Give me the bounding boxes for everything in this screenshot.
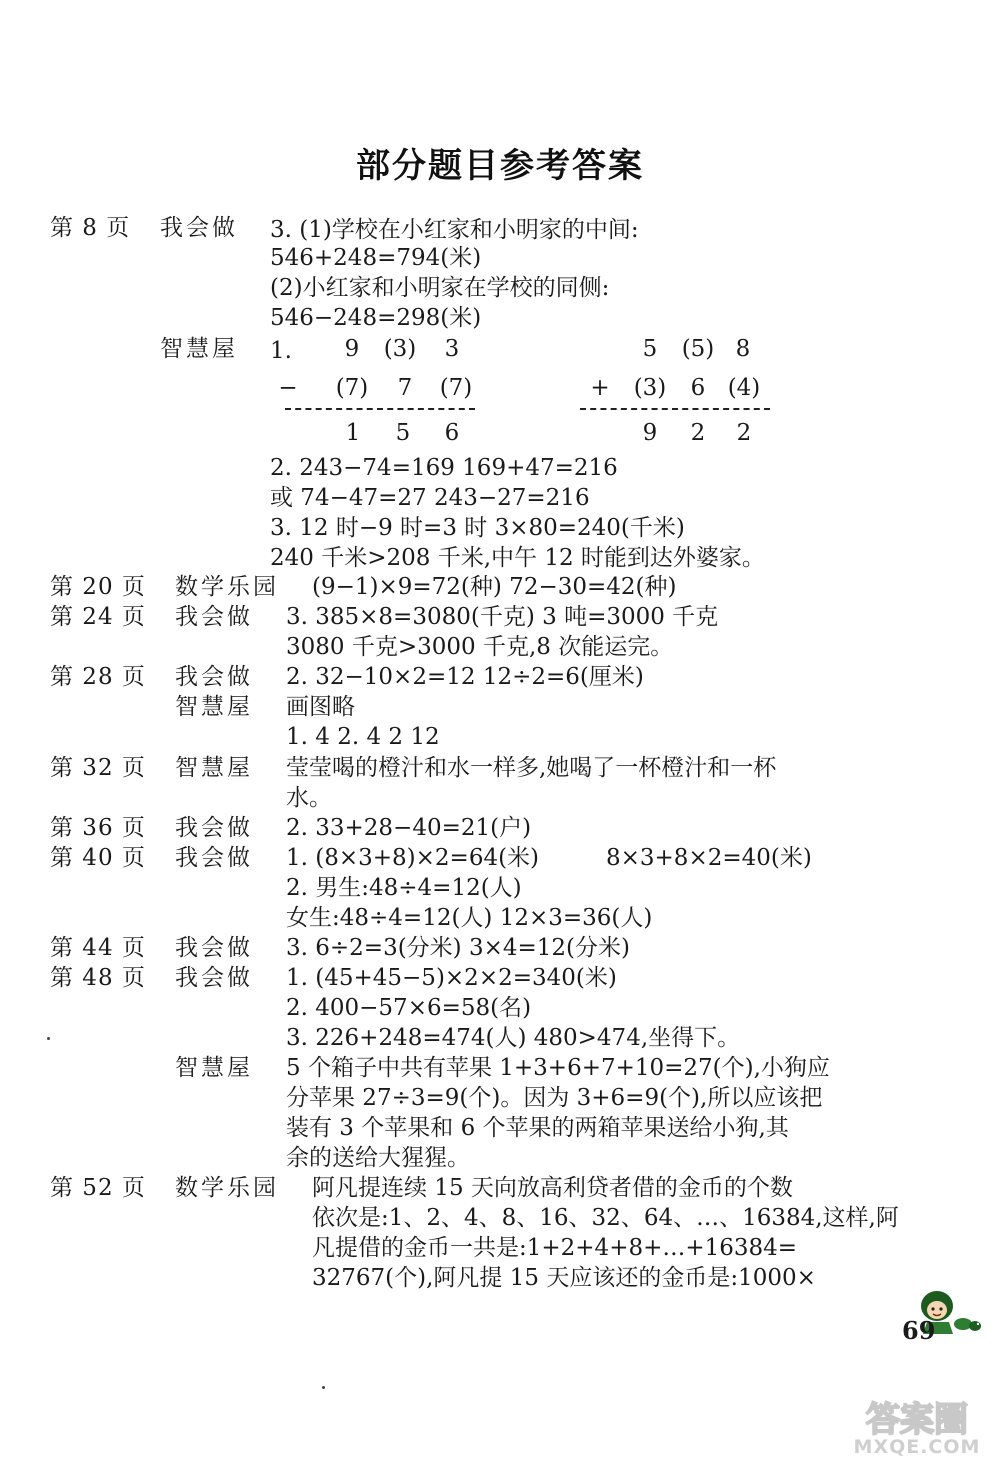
answer-line: 3080 千克>3000 千克,8 次能运完。: [286, 634, 674, 660]
digit: 5: [642, 336, 658, 362]
watermark-logo: [842, 1393, 992, 1457]
answer-line: 546−248=298(米): [270, 305, 482, 331]
digit: 9: [344, 336, 360, 362]
digit: (4): [727, 375, 761, 401]
page-ref: 第 28 页: [50, 664, 146, 690]
answer-line: 画图略: [286, 694, 355, 720]
page-ref: 第 24 页: [50, 604, 146, 630]
sum-line: [580, 408, 770, 410]
section-label: 我会做: [175, 965, 253, 991]
digit: 7: [397, 375, 413, 401]
digit: (7): [335, 375, 369, 401]
digit: 3: [444, 336, 460, 362]
digit: (5): [681, 336, 715, 362]
section-label: 我会做: [160, 215, 238, 241]
operator: −: [278, 375, 298, 401]
digit: 2: [736, 420, 752, 446]
section-label: 数学乐园: [175, 574, 279, 600]
section-label: 智慧屋: [160, 336, 238, 362]
answer-line: (9−1)×9=72(种) 72−30=42(种): [312, 574, 677, 600]
operator: +: [590, 375, 610, 401]
answer-line: 水。: [286, 785, 332, 811]
page-ref: 第 52 页: [50, 1175, 146, 1201]
answer-line: 2. 33+28−40=21(户): [286, 815, 532, 841]
page-number: 69: [902, 1316, 936, 1345]
watermark-text: 答案圈: [866, 1400, 968, 1440]
answer-line: 546+248=794(米): [270, 245, 482, 271]
answer-line: 3. 385×8=3080(千克) 3 吨=3000 千克: [286, 604, 719, 630]
sum-line: [285, 408, 475, 410]
digit: 6: [690, 375, 706, 401]
answer-line: 2. 32−10×2=12 12÷2=6(厘米): [286, 664, 644, 690]
answer-line: 女生:48÷4=12(人) 12×3=36(人): [286, 905, 653, 931]
answer-line: 3. 226+248=474(人) 480>474,坐得下。: [286, 1025, 741, 1051]
section-label: 我会做: [175, 845, 253, 871]
page-ref: 第 48 页: [50, 965, 146, 991]
page-ref: 第 40 页: [50, 845, 146, 871]
answer-line: 凡提借的金币一共是:1+2+4+8+…+16384=: [312, 1235, 798, 1261]
answer-line: 32767(个),阿凡提 15 天应该还的金币是:1000×: [312, 1265, 816, 1291]
print-speck: [47, 1037, 50, 1040]
digit: 8: [735, 336, 751, 362]
answer-line: 8×3+8×2=40(米): [606, 845, 812, 871]
item-number: 1.: [270, 338, 292, 364]
answer-line: 或 74−47=27 243−27=216: [270, 485, 590, 511]
answer-line: 3. 12 时−9 时=3 时 3×80=240(千米): [270, 515, 685, 541]
page-ref: 第 44 页: [50, 935, 146, 961]
print-speck: [322, 1386, 325, 1389]
answer-line: 240 千米>208 千米,中午 12 时能到达外婆家。: [270, 545, 765, 571]
digit: 5: [395, 420, 411, 446]
page-ref: 第 36 页: [50, 815, 146, 841]
answer-line: 1. (8×3+8)×2=64(米): [286, 845, 540, 871]
page-ref: 第 32 页: [50, 755, 146, 781]
section-label: 我会做: [175, 935, 253, 961]
section-label: 数学乐园: [175, 1175, 279, 1201]
section-label: 智慧屋: [175, 1055, 253, 1081]
answer-line: 1. 4 2. 4 2 12: [286, 724, 440, 750]
digit: (3): [633, 375, 667, 401]
watermark-domain: MXQE.COM: [853, 1436, 981, 1457]
answer-line: 阿凡提连续 15 天向放高利贷者借的金币的个数: [312, 1175, 793, 1201]
section-label: 我会做: [175, 815, 253, 841]
answer-line: 依次是:1、2、4、8、16、32、64、…、16384,这样,阿: [312, 1205, 899, 1231]
digit: 1: [345, 420, 361, 446]
digit: 9: [642, 420, 658, 446]
page-title: 部分题目参考答案: [356, 146, 644, 186]
page-ref: 第 20 页: [50, 574, 146, 600]
answer-line: 3. 6÷2=3(分米) 3×4=12(分米): [286, 935, 630, 961]
answer-line: 2. 男生:48÷4=12(人): [286, 875, 522, 901]
answer-line: 余的送给大猩猩。: [286, 1145, 470, 1171]
page-ref: 第 8 页: [50, 215, 131, 241]
answer-line: 装有 3 个苹果和 6 个苹果的两箱苹果送给小狗,其: [286, 1115, 789, 1141]
digit: 6: [444, 420, 460, 446]
answer-line: 2. 243−74=169 169+47=216: [270, 455, 618, 481]
section-label: 我会做: [175, 604, 253, 630]
answer-line: 2. 400−57×6=58(名): [286, 995, 532, 1021]
answer-line: 5 个箱子中共有苹果 1+3+6+7+10=27(个),小狗应: [286, 1055, 830, 1081]
digit: (7): [439, 375, 473, 401]
answer-line: 1. (45+45−5)×2×2=340(米): [286, 965, 617, 991]
answer-line: (2)小红家和小明家在学校的同侧:: [270, 275, 610, 301]
section-label: 智慧屋: [175, 755, 253, 781]
section-label: 智慧屋: [175, 694, 253, 720]
digit: (3): [383, 336, 417, 362]
digit: 2: [690, 420, 706, 446]
section-label: 我会做: [175, 664, 253, 690]
answer-line: 分苹果 27÷3=9(个)。因为 3+6=9(个),所以应该把: [286, 1085, 823, 1111]
answer-line: 莹莹喝的橙汁和水一样多,她喝了一杯橙汁和一杯: [286, 755, 777, 781]
answer-line: 3. (1)学校在小红家和小明家的中间:: [270, 217, 639, 243]
